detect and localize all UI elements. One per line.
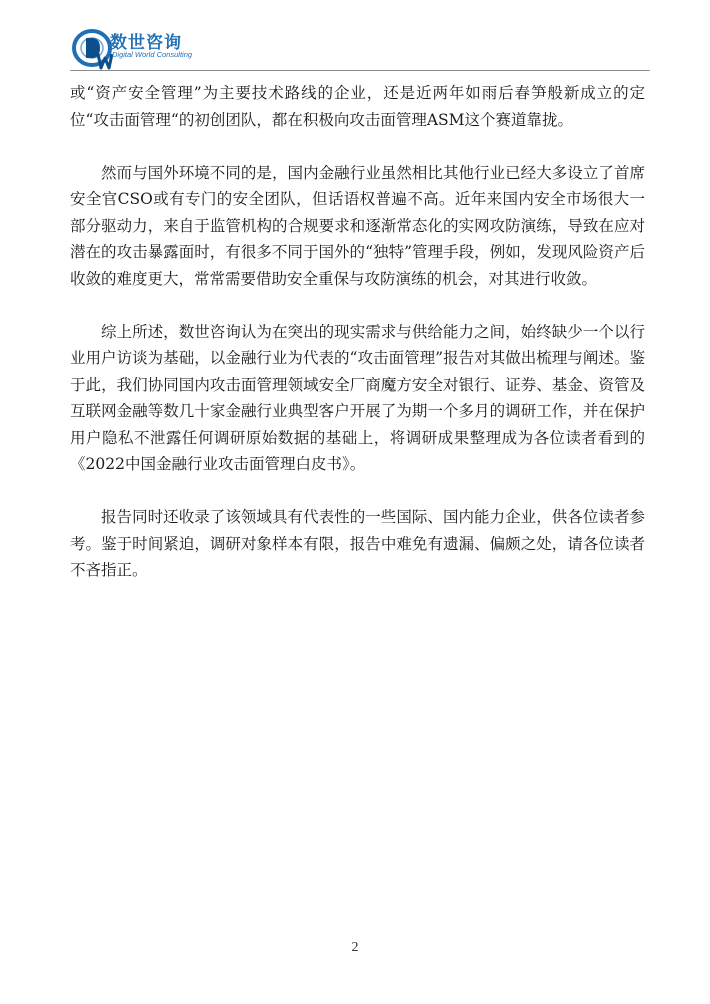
logo-chinese-name: 数世咨询 (110, 33, 182, 53)
logo-english-name: Digital World Consulting (112, 50, 193, 59)
page-number: 2 (351, 940, 359, 955)
paragraph-continued: 或“资产安全管理”为主要技术路线的企业，还是近两年如雨后春笋般新成立的定位“攻击面管理“的初创团队，都在积极向攻击面管理ASM这个赛道靠拢。 (70, 84, 645, 129)
page-header (70, 22, 650, 72)
header-divider (70, 70, 650, 71)
paragraph: 报告同时还收录了该领域具有代表性的一些国际、国内能力企业，供各位读者参考。鉴于时间紧迫，调研对象样本有限，报告中难免有遗漏、偏颇之处，请各位读者不吝指正。 (70, 508, 645, 579)
company-logo (70, 24, 220, 72)
paragraph: 综上所述，数世咨询认为在突出的现实需求与供给能力之间，始终缺少一个以行业用户访谈为基础，以金融行业为代表的“攻击面管理”报告对其做出梳理与阐述。鉴于此，我们协同国内攻击面管理领域安全厂商魔方安全对银行、证券、基金、资管及互联网金融等数几十家金融行业典型客户开展了为期一个多月的调研工作，并在保护用户隐私不泄露任何调研原始数据的基础上，将调研成果整理成为各位读者看到的《2022中国金融行业攻击面管理白皮书》。 (70, 322, 645, 473)
paragraph: 然而与国外环境不同的是，国内金融行业虽然相比其他行业已经大多设立了首席安全官CSO或有专门的安全团队，但话语权普遍不高。近年来国内安全市场很大一部分驱动力，来自于监管机构的合规要求和逐渐常态化的实网攻防演练，导致在应对潜在的攻击暴露面时，有很多不同于国外的“独特”管理手段，例如，发现风险资产后收敛的难度更大，常常需要借助安全重保与攻防演练的机会，对其进行收敛。 (70, 163, 645, 288)
document-body (70, 80, 645, 584)
